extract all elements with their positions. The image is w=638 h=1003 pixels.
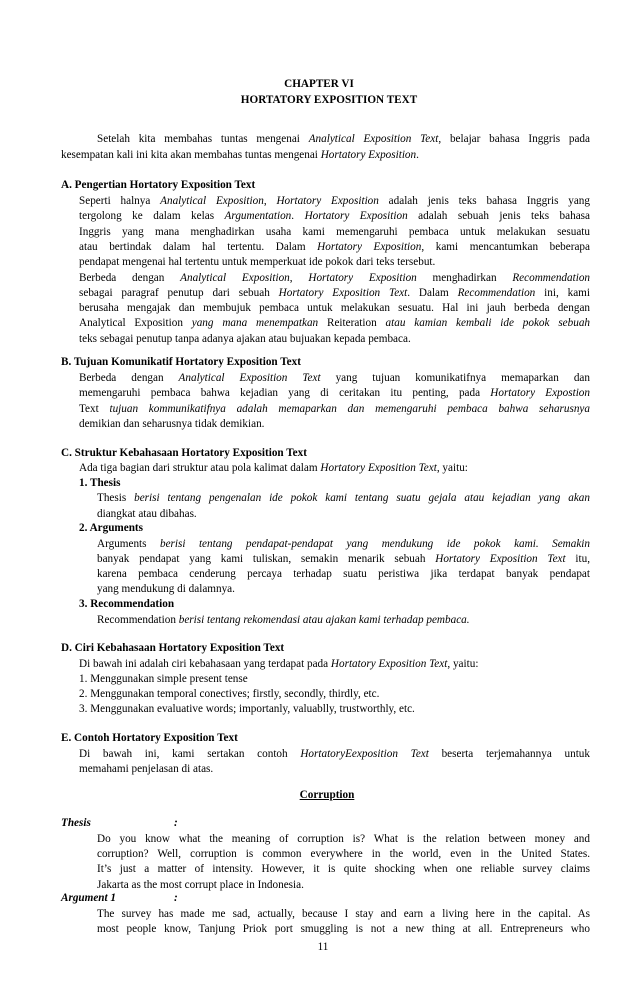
section-b-line: Text tujuan kommunikatifnya adalah memaparkan dan memengaruhi pembaca bahwa seharusnya [79,402,590,415]
section-b-line: demikian dan seharusnya tidak demikian. [79,417,265,430]
section-a-line: tergolong ke dalam kelas Argumentation. Hortatory Exposition adalah sebuah jenis teks bahasa [79,210,590,223]
structure-item-label: 1. Thesis [79,477,121,489]
section-b-line: Berbeda dengan Analytical Exposition Text yang tujuan komunikatifnya memaparkan dan [79,372,590,384]
section-d-intro: Di bawah ini adalah ciri kebahasaan yang terdapat pada Hortatory Exposition Text, yaitu: [79,658,479,670]
argument-colon: : [174,892,178,904]
thesis-colon: : [174,817,178,829]
section-c-heading: C. Struktur Kebahasaan Hortatory Exposition Text [61,447,307,459]
argument-line: The survey has made me sad, actually, because I stay and earn a living here in the capital. As [97,908,590,920]
section-a-line: Inggris yang mana menghadirkan usaha kami memengaruhi pembaca untuk melakukan sesuatu [79,225,590,238]
structure-item-label: 3. Recommendation [79,598,175,610]
section-a-line: atau bertindak dalam hal tertentu. Dalam Hortatory Exposition, kami mencantumkan beberapa [79,240,590,253]
structure-item-line: karena pembaca cenderung percaya terhadap suatu peristiwa jika terdapat banyak pendapat [97,568,590,580]
intro-line: kesempatan kali ini kita akan membahas tuntas mengenai Hortatory Exposition. [61,149,419,161]
section-a-line: pendapat mengenai hal tertentu untuk memperkuat ide pokok dari teks tersebut. [79,256,436,269]
argument-line: most people know, Tanjung Priok port smuggling is not a new thing at all. Entrepreneurs who [97,923,590,936]
thesis-line: Jakarta as the most corrupt place in Indonesia. [97,878,304,891]
section-a-line: berusaha mengajak dan membujuk pembaca untuk melakukan sesuatu. Hal ini jauh berbeda dengan [79,302,590,315]
section-a-line: Analytical Exposition yang mana menempatkan Reiteration atau kamian kembali ide pokok sebuah [79,317,591,330]
structure-item-line: Thesis berisi tentang pengenalan ide pokok kami tentang suatu gejala atau kejadian yang akan [97,492,590,504]
section-a-line: teks sebagai penutup tanpa adanya ajakan atau bujuakan kepada pembaca. [79,332,411,345]
argument-label: Argument 1 [61,892,117,904]
structure-item-line: yang mendukung di dalamnya. [97,583,235,595]
chapter-title: HORTATORY EXPOSITION TEXT [240,94,418,106]
structure-item-line: banyak pendapat yang kami tuliskan, semakin menarik sebuah Hortatory Exposition Text itu, [97,553,591,565]
intro-line: Setelah kita membahas tuntas mengenai Analytical Exposition Text, belajar bahasa Inggris pada [97,133,590,145]
structure-item-line: Arguments berisi tentang pendapat-pendapat yang mendukung ide pokok kami. Semakin [97,538,590,550]
section-c-intro: Ada tiga bagian dari struktur atau pola kalimat dalam Hortatory Exposition Text, yaitu: [79,462,468,474]
thesis-line: Do you know what the meaning of corruption is? What is the relation between money and [97,833,590,845]
thesis-line: corruption? Well, corruption is common everywhere in the world, even in the United States. [97,848,590,861]
section-b-heading: B. Tujuan Komunikatif Hortatory Exposition Text [61,356,301,368]
thesis-line: It’s just a matter of intensity. However, it is quite shocking when one reliable survey claims [97,863,590,876]
thesis-label: Thesis [61,817,91,829]
section-e-line: Di bawah ini, kami sertakan contoh HortatoryEexposition Text beserta terjemahannya untuk [79,748,590,760]
page-number: 11 [317,941,329,953]
section-e-line: memahami penjelasan di atas. [79,763,214,775]
structure-item-line: Recommendation berisi tentang rekomendasi atau ajakan kami terhadap pembaca. [97,614,470,626]
feature-list-item: 3. Menggunakan evaluative words; importanly, valuablly, trustworthly, etc. [79,703,415,715]
section-e-heading: E. Contoh Hortatory Exposition Text [61,732,238,744]
feature-list-item: 2. Menggunakan temporal conectives; firstly, secondly, thirdly, etc. [79,688,380,700]
section-a-line: sebagai paragraf penutup dari sebuah Hortatory Exposition Text. Dalam Recommendation ini, kami [79,286,590,299]
structure-item-line: diangkat atau dibahas. [97,508,197,520]
section-a-line: Berbeda dengan Analytical Exposition, Hortatory Exposition menghadirkan Recommendation [79,271,591,284]
section-a-line: Seperti halnya Analytical Exposition, Hortatory Exposition adalah jenis teks bahasa Inggris yang [79,195,590,207]
section-b-line: memengaruhi pembaca bahwa kejadian yang di ceritakan itu penting, pada Hortatory Expostion [79,387,590,400]
structure-item-label: 2. Arguments [79,522,144,534]
chapter-number: CHAPTER VI [284,78,354,90]
section-a-heading: A. Pengertian Hortatory Exposition Text [61,179,256,191]
example-title: Corruption [299,789,355,801]
feature-list-item: 1. Menggunakan simple present tense [79,673,248,685]
section-d-heading: D. Ciri Kebahasaan Hortatory Exposition Text [61,642,285,654]
